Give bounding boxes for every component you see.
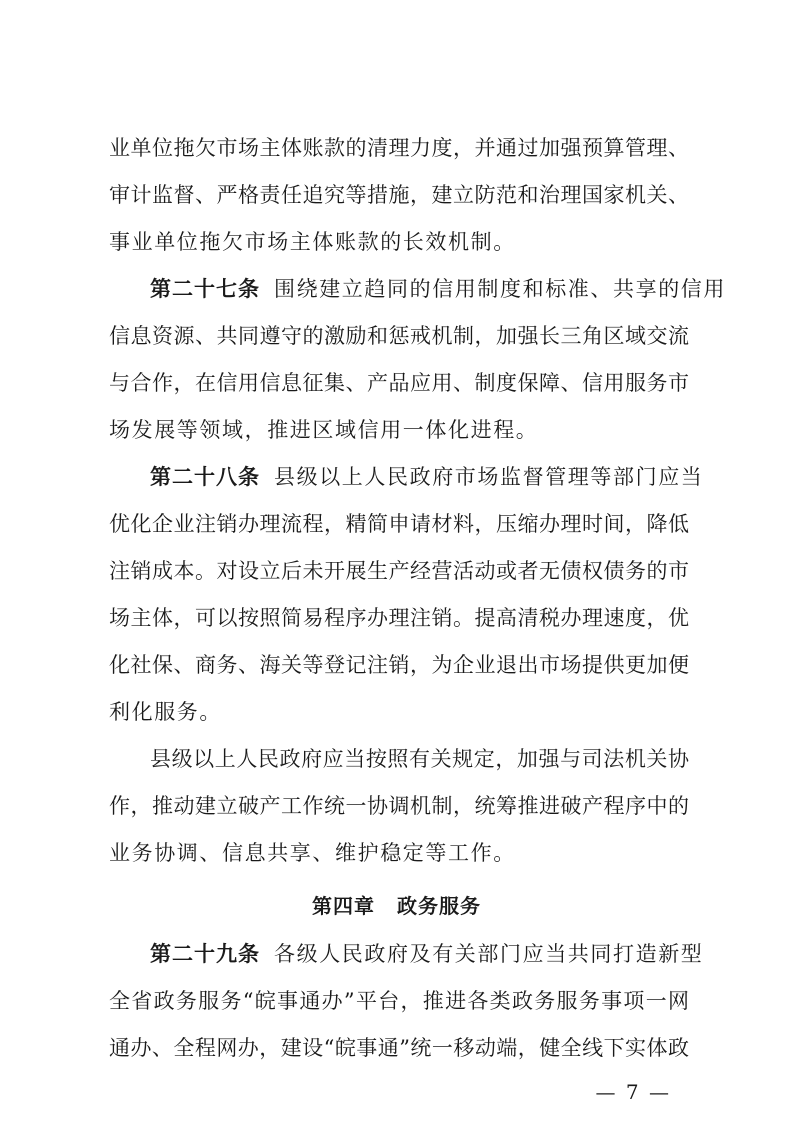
paragraph-line: 场发展等领域，推进区域信用一体化进程。 xyxy=(109,418,539,442)
page-number: — 7 — xyxy=(595,1080,671,1104)
paragraph-line: 通办、全程网办，建设“皖事通”统一移动端，健全线下实体政 xyxy=(109,1036,689,1060)
paragraph-line: 注销成本。对设立后未开展生产经营活动或者无债权债务的市 xyxy=(109,559,689,583)
chapter-heading xyxy=(0,890,793,919)
article-heading: 第二十八条 xyxy=(150,465,260,489)
paragraph-line: 县级以上人民政府市场监督管理等部门应当 xyxy=(274,465,704,489)
paragraph-line: 审计监督、严格责任追究等措施，建立防范和治理国家机关、 xyxy=(109,183,689,207)
paragraph-line: 与合作，在信用信息征集、产品应用、制度保障、信用服务市 xyxy=(109,371,689,395)
paragraph-line: 利化服务。 xyxy=(109,700,222,724)
article-first-line xyxy=(150,277,726,301)
chapter-title: 政务服务 xyxy=(397,894,481,918)
paragraph-line: 信息资源、共同遵守的激励和惩戒机制，加强长三角区域交流 xyxy=(109,324,689,348)
article-first-line xyxy=(150,942,704,966)
paragraph-line: 化社保、商务、海关等登记注销，为企业退出市场提供更加便 xyxy=(109,653,689,677)
article-first-line xyxy=(150,465,704,489)
paragraph-line: 场主体，可以按照简易程序办理注销。提高清税办理速度，优 xyxy=(109,606,689,630)
paragraph-line: 各级人民政府及有关部门应当共同打造新型 xyxy=(274,942,704,966)
article-heading: 第二十七条 xyxy=(150,277,260,301)
paragraph-line: 业务协调、信息共享、维护稳定等工作。 xyxy=(109,841,516,865)
article-heading: 第二十九条 xyxy=(150,942,260,966)
paragraph-line: 作，推动建立破产工作统一协调机制，统筹推进破产程序中的 xyxy=(109,794,689,818)
paragraph-line: 县级以上人民政府应当按照有关规定，加强与司法机关协 xyxy=(150,747,689,771)
paragraph-line: 事业单位拖欠市场主体账款的长效机制。 xyxy=(109,230,516,254)
chapter-number: 第四章 xyxy=(312,894,375,918)
paragraph-line: 围绕建立趋同的信用制度和标准、共享的信用 xyxy=(274,277,726,301)
paragraph-line: 优化企业注销办理流程，精简申请材料，压缩办理时间，降低 xyxy=(109,512,689,536)
paragraph-line: 全省政务服务“皖事通办”平台，推进各类政务服务事项一网 xyxy=(109,989,689,1013)
paragraph-line: 业单位拖欠市场主体账款的清理力度，并通过加强预算管理、 xyxy=(109,136,689,160)
